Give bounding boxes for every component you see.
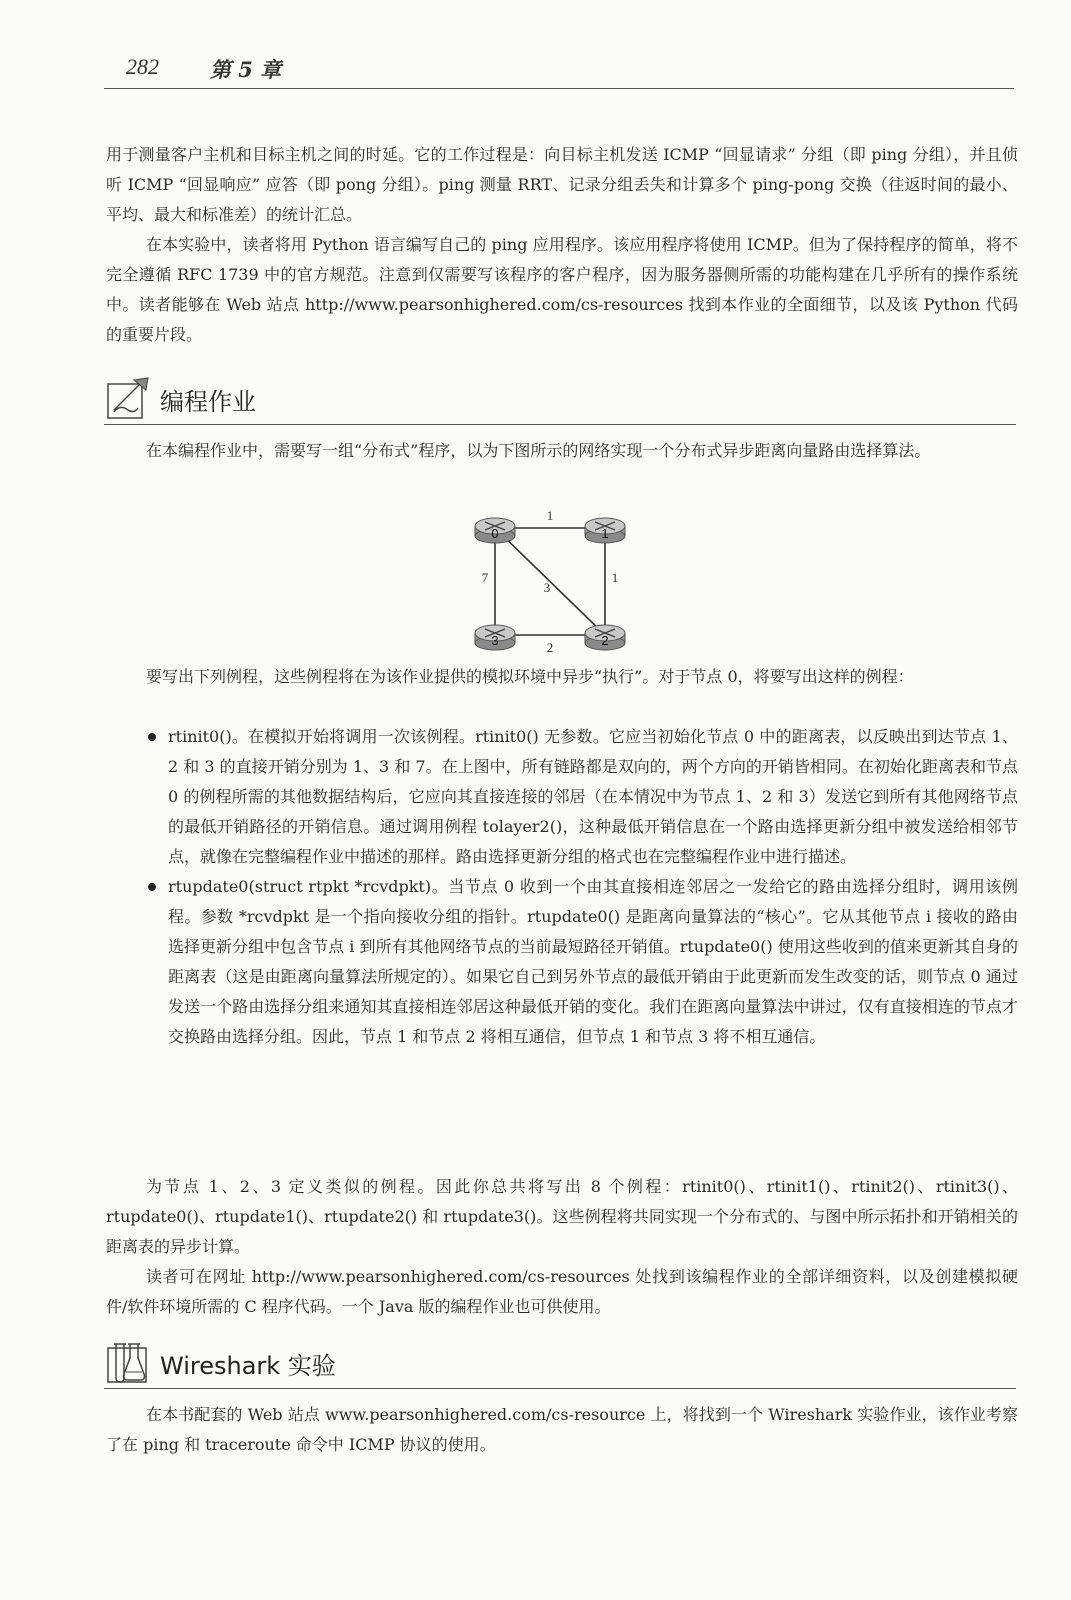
resources-paragraph: 读者可在网址 http://www.pearsonhighered.com/cs-resources 处找到该编程作业的全部详细资料，以及创建模拟硬件/软件环境所需的 C 程序代码。一个 Java 版的编程作业也可供使用。: [106, 1267, 1018, 1316]
list-item: [106, 722, 1018, 872]
router-node-label: 2: [601, 633, 609, 648]
router-node-0: [475, 518, 515, 543]
summary-paragraph: 为节点 1、2、3 定义类似的例程。因此你总共将写出 8 个例程：rtinit0()、rtinit1()、rtinit2()、rtinit3()、rtupdate0()、rtupdate1()、rtupdate2() 和 rtupdate3()。这些例程将共同实现一个分布式的、与图中所示拓扑和开销相关的距离表的异步计算。: [106, 1177, 1018, 1256]
router-node-label: 3: [491, 633, 499, 648]
router-node-label: 0: [491, 526, 499, 541]
routine-list: [106, 722, 1018, 1052]
wireshark-section-heading: [104, 1336, 1016, 1389]
list-item: [106, 872, 1018, 1052]
programming-summary: [106, 1172, 1018, 1322]
bullet-icon: [148, 733, 156, 741]
page-header: [104, 52, 1014, 89]
router-node-label: 1: [601, 526, 609, 541]
programming-intro: 在本编程作业中，需要写一组“分布式”程序，以为下图所示的网络实现一个分布式异步距离向量路由选择算法。: [146, 441, 931, 460]
lab-flask-icon: [106, 1340, 150, 1384]
intro-text: [106, 140, 1018, 350]
page-number: 282: [126, 54, 159, 79]
link-cost-label: 1: [611, 570, 619, 585]
link-cost-label: 2: [546, 640, 554, 655]
chapter-label: 第 5 章: [210, 57, 282, 82]
link-cost-label: 1: [546, 510, 554, 523]
routines-intro: 要写出下列例程，这些例程将在为该作业提供的模拟环境中异步“执行”。对于节点 0，将要写出这样的例程：: [146, 667, 914, 686]
router-node-3: [475, 625, 515, 650]
router-node-1: [585, 518, 625, 543]
network-topology-diagram: [465, 510, 645, 670]
bullet-text-rtinit0: rtinit0()。在模拟开始将调用一次该例程。rtinit0() 无参数。它应当初始化节点 0 中的距离表，以反映出到达节点 1、2 和 3 的直接开销分别为 1、3 和 7。在上图中，所有链路都是双向的，两个方向的开销皆相同。在初始化距离表和节点 0 的例程所需的其他数据结构后，它应向其直接连接的邻居（在本情况中为节点 1、2 和 3）发送它到所有其他网络节点的最低开销路径的开销信息。通过调用例程 tolayer2()，这种最低开销信息在一个路由选择更新分组中被发送给相邻节点，就像在完整编程作业中描述的那样。路由选择更新分组的格式也在完整编程作业中进行描述。: [168, 727, 1018, 866]
programming-section-heading: [104, 372, 1016, 425]
pencil-paper-icon: [106, 376, 150, 420]
intro-paragraph-1: 用于测量客户主机和目标主机之间的时延。它的工作过程是：向目标主机发送 ICMP “回显请求” 分组（即 ping 分组），并且侦听 ICMP “回显响应” 应答（即 pong 分组）。ping 测量 RRT、记录分组丢失和计算多个 ping-pong 交换（往返时间的最小、平均、最大和标准差）的统计汇总。: [106, 145, 1018, 224]
link-cost-label: 3: [543, 580, 551, 595]
wireshark-text: 在本书配套的 Web 站点 www.pearsonhighered.com/cs-resource 上，将找到一个 Wireshark 实验作业，该作业考察了在 ping 和 traceroute 命令中 ICMP 协议的使用。: [106, 1405, 1018, 1454]
programming-section-title: 编程作业: [160, 388, 256, 416]
wireshark-section-title: Wireshark 实验: [160, 1352, 336, 1380]
bullet-icon: [148, 883, 156, 891]
router-node-2: [585, 625, 625, 650]
bullet-text-rtupdate0: rtupdate0(struct rtpkt *rcvdpkt)。当节点 0 收到一个由其直接相连邻居之一发给它的路由选择分组时，调用该例程。参数 *rcvdpkt 是一个指向接收分组的指针。rtupdate0() 是距离向量算法的“核心”。它从其他节点 i 接收的路由选择更新分组中包含节点 i 到所有其他网络节点的当前最短路径开销值。rtupdate0() 使用这些收到的值来更新其自身的距离表（这是由距离向量算法所规定的）。如果它自己到另外节点的最低开销由于此更新而发生改变的话，则节点 0 通过发送一个路由选择分组来通知其直接相连邻居这种最低开销的变化。我们在距离向量算法中讲过，仅有直接相连的节点才交换路由选择分组。因此，节点 1 和节点 2 将相互通信，但节点 1 和节点 3 将不相互通信。: [168, 877, 1018, 1046]
link-cost-label: 7: [481, 570, 489, 585]
intro-paragraph-2: 在本实验中，读者将用 Python 语言编写自己的 ping 应用程序。该应用程序将使用 ICMP。但为了保持程序的简单，将不完全遵循 RFC 1739 中的官方规范。注意到仅需要写该程序的客户程序，因为服务器侧所需的功能构建在几乎所有的操作系统中。读者能够在 Web 站点 http://www.pearsonhighered.com/cs-resources 找到本作业的全面细节，以及该 Python 代码的重要片段。: [106, 235, 1018, 344]
